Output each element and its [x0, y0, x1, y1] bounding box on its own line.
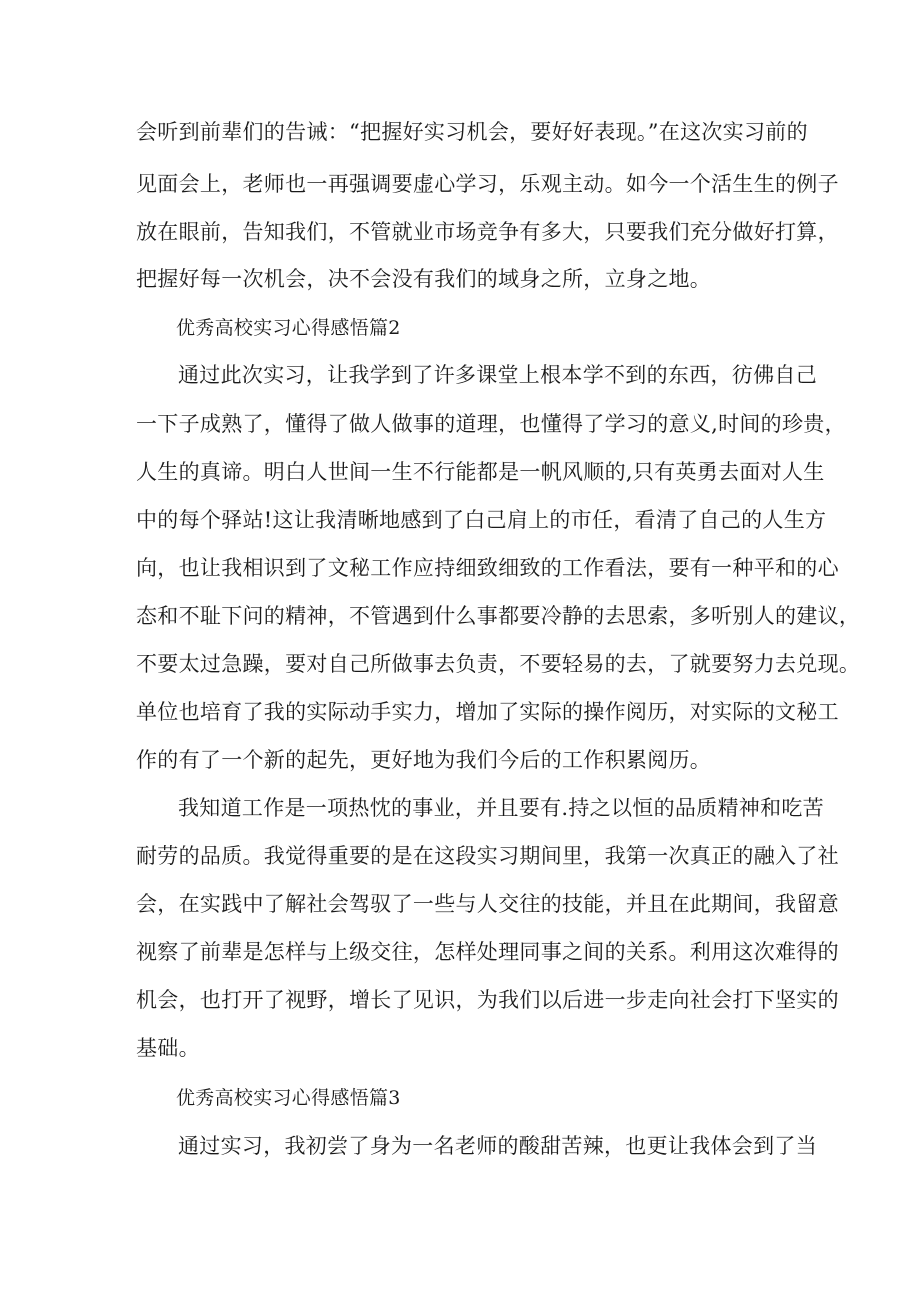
paragraph-line: 人生的真谛。明白人世间一生不行能都是一帆风顺的,只有英勇去面对人生 [136, 460, 825, 484]
paragraph-line: 把握好每一次机会，决不会没有我们的域身之所，立身之地。 [136, 267, 712, 291]
paragraph-line: 通过此次实习，让我学到了许多课堂上根本学不到的东西，彷佛自己 [178, 363, 817, 387]
paragraph-line: 中的每个驿站!这让我清晰地感到了白己肩上的市任，看清了自己的人生方 [136, 508, 827, 532]
paragraph-line: 我知道工作是一项热忱的事业，并且要有.持之以恒的品质精神和吃苦 [178, 796, 824, 820]
paragraph-line: 单位也培育了我的实际动手实力，增加了实际的操作阅历，对实际的文秘工 [136, 700, 839, 724]
paragraph-line: 通过实习，我初尝了身为一名老师的酸甜苦辣，也更让我体会到了当 [178, 1134, 817, 1158]
paragraph-line: 一下子成熟了，懂得了做人做事的道理，也懂得了学习的意义,时间的珍贵， [136, 412, 846, 436]
paragraph-line: 会，在实践中了解社会驾驭了一些与人交往的技能，并且在此期间，我留意 [136, 892, 839, 916]
paragraph-line: 放在眼前，告知我们，不管就业市场竞争有多大，只要我们充分做好打算， [136, 220, 839, 244]
paragraph-line: 视察了前辈是怎样与上级交往，怎样处理同事之间的关系。利用这次难得的 [136, 940, 839, 964]
paragraph-line: 态和不耻下问的精神，不管遇到什么事都要冷静的去思索，多听别人的建议， [136, 604, 861, 628]
section-heading: 优秀高校实习心得感悟篇2 [176, 317, 401, 339]
section-heading: 优秀高校实习心得感悟篇3 [176, 1087, 401, 1109]
paragraph-line: 不要太过急躁，要对自己所做事去负责，不要轻易的去，了就要努力去兑现。 [136, 652, 861, 676]
paragraph-line: 耐劳的品质。我觉得重要的是在这段实习期间里，我第一次真正的融入了社 [136, 844, 839, 868]
paragraph-line: 作的有了一个新的起先，更好地为我们今后的工作积累阅历。 [136, 748, 712, 772]
paragraph-line: 见面会上，老师也一再强调要虚心学习，乐观主动。如今一个活生生的例子 [136, 172, 839, 196]
paragraph-line: 会听到前辈们的告诫：“把握好实习机会，要好好表现。”在这次实习前的 [136, 120, 808, 144]
paragraph-line: 机会，也打开了视野，增长了见识，为我们以后进一步走向社会打下坚实的 [136, 988, 839, 1012]
paragraph-line: 基础。 [136, 1036, 200, 1060]
paragraph-line: 向，也让我相识到了文秘工作应持细致细致的工作看法，要有一种平和的心 [136, 556, 839, 580]
